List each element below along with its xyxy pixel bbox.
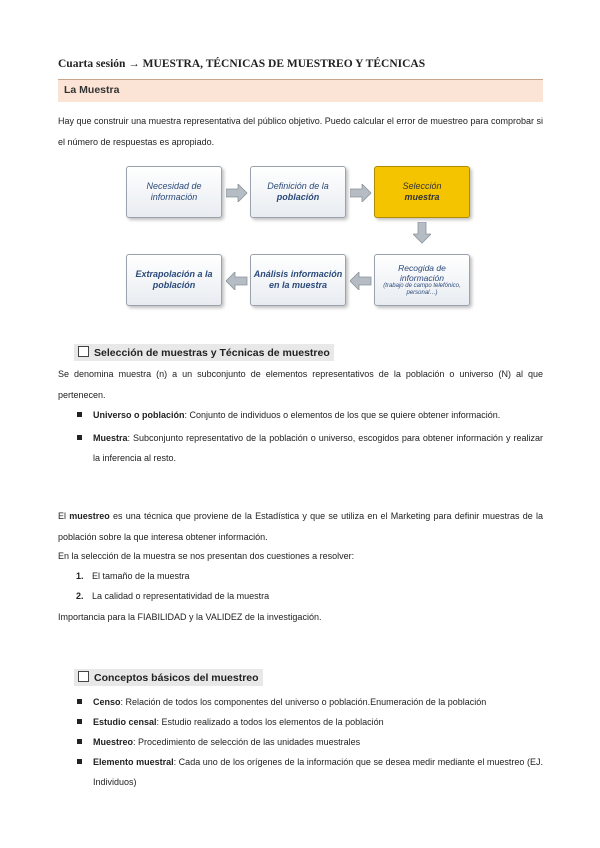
section-heading-text: Selección de muestras y Técnicas de muestreo: [94, 347, 330, 359]
step-analisis-informacion: Análisis información en la muestra: [250, 254, 346, 306]
step-extrapolacion: Extrapolación a la población: [126, 254, 222, 306]
list-item: [76, 428, 543, 468]
item-text: La calidad o representatividad de la muestra: [92, 591, 270, 601]
section-header-la-muestra: [58, 79, 543, 102]
step-necesidad-informacion: Necesidad de información: [126, 166, 222, 218]
definition-paragraph: Se denomina muestra (n) a un subconjunto de elementos representativos de la población o universo (N) al que pertenecen.: [58, 369, 543, 400]
questions-intro: En la selección de la muestra se nos presentan dos cuestiones a resolver:: [58, 551, 355, 561]
list-item: [76, 566, 543, 586]
text: es una técnica que proviene de la Estadística y que se utiliza en el Marketing para definir muestras de la población sobre la que interesa obtener información.: [58, 511, 543, 542]
section-heading-conceptos: [74, 669, 263, 686]
list-item: [76, 586, 543, 606]
section-heading-text: Conceptos básicos del muestreo: [94, 672, 259, 684]
section-heading-seleccion: [74, 344, 334, 361]
term-definition: : Conjunto de individuos o elementos de los que se quiere obtener información.: [184, 410, 501, 420]
arrow-right-icon: [350, 184, 372, 202]
questions-list: [76, 566, 543, 606]
item-number: 1.: [76, 571, 84, 581]
list-item: [76, 405, 543, 425]
step-definicion-poblacion: [250, 166, 346, 218]
session-title: Cuarta sesión → MUESTRA, TÉCNICAS DE MUESTREO Y TÉCNICAS: [58, 58, 426, 70]
term: Estudio censal: [93, 717, 157, 727]
term: Censo: [93, 697, 121, 707]
arrow-down-icon: [413, 222, 431, 244]
list-item: [76, 692, 543, 712]
term-definition: : Subconjunto representativo de la población o universo, escogidos para obtener información y realizar la inferencia al resto.: [93, 433, 543, 463]
term: Elemento muestral: [93, 757, 174, 767]
checkbox-icon: [78, 671, 89, 682]
step-label-line1: Selección: [402, 181, 442, 191]
step-label-line1: Recogida de información: [398, 263, 446, 283]
term-definition: : Procedimiento de selección de las unidades muestrales: [133, 737, 361, 747]
item-number: 2.: [76, 591, 84, 601]
list-item: [76, 752, 543, 792]
item-text: El tamaño de la muestra: [92, 571, 190, 581]
term: muestreo: [69, 511, 110, 521]
term: Universo o población: [93, 410, 185, 420]
sampling-process-diagram: [122, 160, 474, 318]
term-definition: : Relación de todos los componentes del universo o población.Enumeración de la población: [120, 697, 487, 707]
intro-paragraph: Hay que construir una muestra representativa del público objetivo. Puedo calcular el error de muestreo para comprobar si el número de respuestas es apropiado.: [58, 116, 543, 147]
step-recogida-informacion: [374, 254, 470, 306]
arrow-right-icon: [226, 184, 248, 202]
list-item: [76, 712, 543, 732]
muestreo-paragraph: [58, 506, 543, 548]
step-label-line2: población: [276, 192, 320, 202]
arrow-left-icon: [226, 272, 248, 290]
term-definition: : Cada uno de los orígenes de la información que se desea medir mediante el muestreo (EJ. Individuos): [93, 757, 543, 787]
step-label-line1: Definición de la: [267, 181, 329, 191]
list-item: [76, 732, 543, 752]
text: El: [58, 511, 70, 521]
concepts-list: [76, 692, 543, 792]
term-definition: : Estudio realizado a todos los elementos de la población: [156, 717, 384, 727]
step-label-note: (trabajo de campo telefónico, personal…): [383, 283, 461, 296]
section-title: La Muestra: [64, 84, 120, 96]
step-seleccion-muestra: [374, 166, 470, 218]
step-label-line2: muestra: [404, 192, 440, 202]
arrow-left-icon: [350, 272, 372, 290]
term: Muestra: [93, 433, 128, 443]
checkbox-icon: [78, 346, 89, 357]
term: Muestreo: [93, 737, 134, 747]
definitions-list: [76, 405, 543, 468]
importance-paragraph: Importancia para la FIABILIDAD y la VALIDEZ de la investigación.: [58, 612, 322, 622]
